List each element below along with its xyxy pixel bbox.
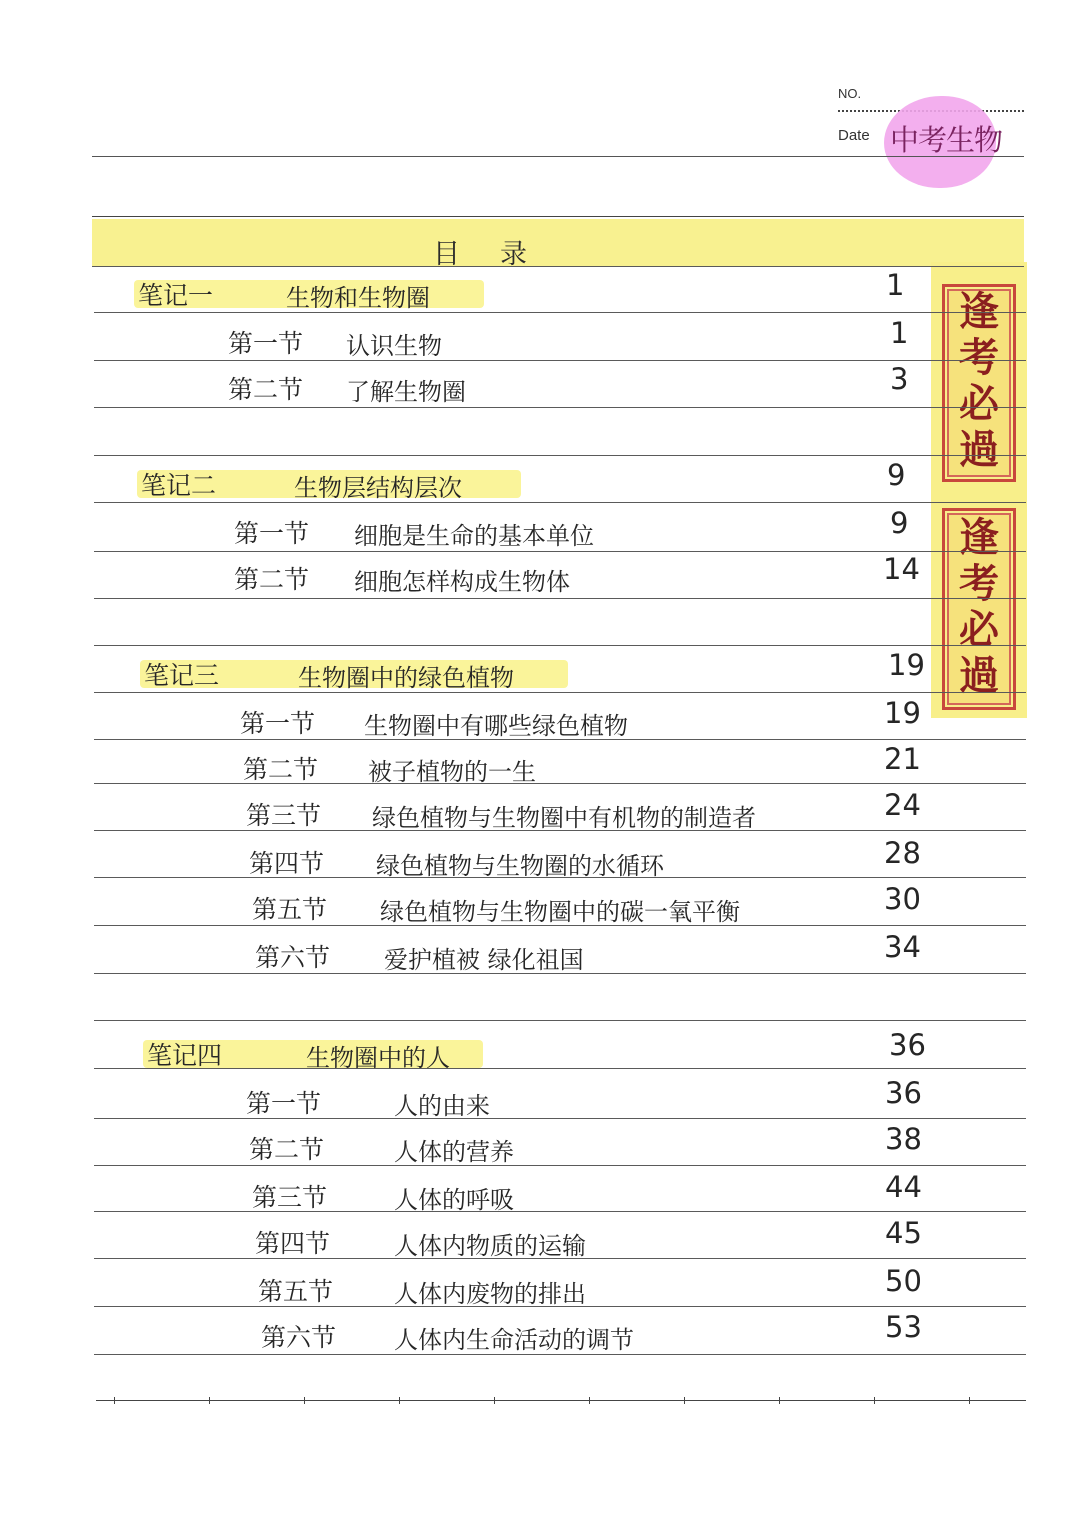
section-page-number: 28 [884, 836, 921, 870]
ruled-line [94, 360, 1026, 361]
section-label: 第四节 [255, 1229, 331, 1258]
section-label: 第六节 [255, 943, 331, 972]
section-page-number: 21 [884, 742, 921, 776]
chapter-title: 生物圈中的绿色植物 [298, 664, 514, 692]
section-title: 了解生物圈 [346, 378, 466, 406]
section-page-number: 45 [885, 1216, 922, 1250]
title-top-rule [92, 216, 1024, 217]
stamp-seal-text: 逢 考 必 過 [959, 288, 999, 473]
section-title: 爱护植被 绿化祖国 [384, 946, 584, 974]
section-title: 绿色植物与生物圈的水循环 [376, 852, 664, 880]
ruled-line [94, 455, 1026, 456]
section-page-number: 9 [890, 506, 909, 540]
section-title: 绿色植物与生物圈中的碳一氧平衡 [380, 898, 740, 926]
section-page-number: 34 [884, 930, 921, 964]
ruled-line [94, 1165, 1026, 1166]
chapter-label: 笔记一 [138, 281, 214, 310]
section-label: 第三节 [252, 1183, 328, 1212]
section-page-number: 24 [884, 788, 921, 822]
section-label: 第三节 [246, 801, 322, 830]
section-title: 细胞是生命的基本单位 [354, 522, 594, 550]
section-title: 人体内物质的运输 [394, 1232, 586, 1260]
ruled-line [94, 645, 1026, 646]
section-label: 第一节 [228, 329, 304, 358]
ruler-tick [399, 1397, 400, 1404]
section-title: 细胞怎样构成生物体 [354, 568, 570, 596]
section-title: 生物圈中有哪些绿色植物 [364, 712, 628, 740]
ruler-tick [114, 1397, 115, 1404]
section-page-number: 3 [890, 362, 909, 396]
ruled-line [94, 1020, 1026, 1021]
chapter-label: 笔记三 [144, 661, 220, 690]
section-label: 第五节 [252, 895, 328, 924]
section-title: 人体内生命活动的调节 [394, 1326, 634, 1354]
ruler-tick [874, 1397, 875, 1404]
chapter-title: 生物层结构层次 [294, 474, 462, 502]
header-rule [92, 156, 1024, 157]
ruled-line [94, 407, 1026, 408]
section-label: 第一节 [234, 519, 310, 548]
section-label: 第六节 [261, 1323, 337, 1352]
chapter-title: 生物和生物圈 [286, 284, 430, 312]
page-title: 目录 [433, 239, 567, 270]
section-page-number: 14 [883, 552, 920, 586]
stamp-seal [942, 508, 1016, 710]
section-label: 第一节 [246, 1089, 322, 1118]
section-page-number: 19 [884, 696, 921, 730]
ruler-tick [779, 1397, 780, 1404]
date-label: Date [838, 127, 870, 144]
section-title: 人体的呼吸 [394, 1186, 514, 1214]
section-label: 第二节 [228, 375, 304, 404]
ruled-line [94, 1211, 1026, 1212]
ruler-tick [209, 1397, 210, 1404]
section-label: 第二节 [234, 565, 310, 594]
ruled-line [94, 502, 1026, 503]
section-title: 人的由来 [394, 1092, 490, 1120]
ruled-line [94, 1118, 1026, 1119]
section-page-number: 50 [885, 1264, 922, 1298]
ruler-tick [304, 1397, 305, 1404]
ruler-tick [589, 1397, 590, 1404]
chapter-page-number: 1 [886, 268, 905, 302]
chapter-label: 笔记二 [141, 471, 217, 500]
section-title: 被子植物的一生 [368, 758, 536, 786]
section-page-number: 53 [885, 1310, 922, 1344]
section-label: 第一节 [240, 709, 316, 738]
chapter-title: 生物圈中的人 [306, 1044, 450, 1072]
section-label: 第二节 [249, 1135, 325, 1164]
chapter-label: 笔记四 [147, 1041, 223, 1070]
ruled-line [94, 598, 1026, 599]
section-label: 第二节 [243, 755, 319, 784]
chapter-page-number: 36 [889, 1028, 926, 1062]
ruler-tick [969, 1397, 970, 1404]
no-label: NO. [838, 86, 862, 101]
ruler-tick [684, 1397, 685, 1404]
section-page-number: 44 [885, 1170, 922, 1204]
section-page-number: 30 [884, 882, 921, 916]
ruled-line [94, 1068, 1026, 1069]
stamp-seal [942, 284, 1016, 482]
ruler-tick [494, 1397, 495, 1404]
section-page-number: 1 [890, 316, 909, 350]
section-page-number: 36 [885, 1076, 922, 1110]
ruled-line [96, 1400, 1026, 1401]
section-label: 第五节 [258, 1277, 334, 1306]
ruled-line [94, 692, 1026, 693]
subject-text: 中考生物 [890, 123, 1003, 157]
section-title: 人体内废物的排出 [394, 1280, 586, 1308]
chapter-page-number: 19 [888, 648, 925, 682]
chapter-page-number: 9 [887, 458, 906, 492]
ruled-line [94, 312, 1026, 313]
section-label: 第四节 [249, 849, 325, 878]
section-page-number: 38 [885, 1122, 922, 1156]
ruled-line [92, 266, 1024, 267]
section-title: 人体的营养 [394, 1138, 514, 1166]
section-title: 绿色植物与生物圈中有机物的制造者 [372, 804, 756, 832]
ruled-line [94, 783, 1026, 784]
stamp-seal-text: 逢 考 必 過 [959, 514, 999, 699]
section-title: 认识生物 [346, 332, 442, 360]
